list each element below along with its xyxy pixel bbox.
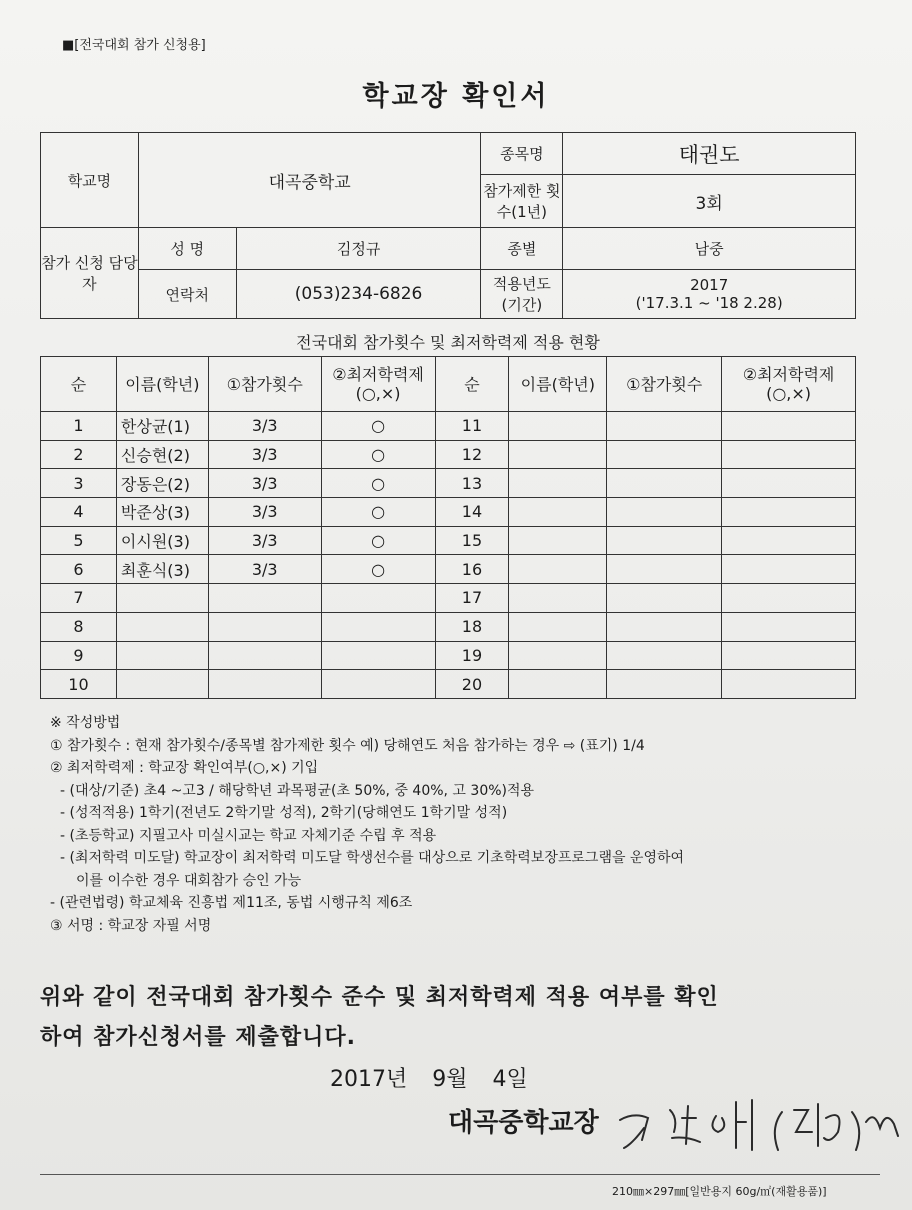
student-name-right xyxy=(509,498,607,527)
table-row xyxy=(41,440,856,469)
year-label: 적용년도 (기간) xyxy=(481,270,563,319)
row-number: 6 xyxy=(41,555,117,584)
min-academic-check-right xyxy=(722,526,856,555)
note-3: ③ 서명 : 학교장 자필 서명 xyxy=(50,917,212,934)
participation-count xyxy=(208,612,321,641)
period-value: ('17.3.1 ~ '18 2.28) xyxy=(635,294,783,312)
table-row xyxy=(41,469,856,498)
min-academic-check-right xyxy=(722,670,856,699)
row-number-right: 20 xyxy=(435,670,509,699)
signer-title: 대곡중학교장 xyxy=(448,1108,599,1138)
min-academic-check: ○ xyxy=(321,498,435,527)
table-row xyxy=(41,412,856,441)
row-number-right: 19 xyxy=(435,641,509,670)
table-row xyxy=(41,555,856,584)
row-number: 9 xyxy=(41,641,117,670)
year-cell xyxy=(563,270,856,319)
participation-count-right xyxy=(607,469,722,498)
table-row xyxy=(41,584,856,613)
min-academic-check: ○ xyxy=(321,412,435,441)
row-number-right: 15 xyxy=(435,526,509,555)
min-academic-check-right xyxy=(722,440,856,469)
phone-value: (053)234-6826 xyxy=(236,270,481,319)
row-number: 10 xyxy=(41,670,117,699)
student-name-right xyxy=(509,641,607,670)
participation-count: 3/3 xyxy=(208,498,321,527)
student-name-right xyxy=(509,555,607,584)
note-1: ① 참가횟수 : 현재 참가횟수/종목별 참가제한 횟수 예) 당해연도 처음 참가하는 경우 ⇨ (표기) 1/4 xyxy=(50,737,645,754)
participation-count: 3/3 xyxy=(208,440,321,469)
student-name-right xyxy=(509,412,607,441)
row-number-right: 16 xyxy=(435,555,509,584)
notes-heading: ※ 작성방법 xyxy=(50,715,121,731)
min-academic-check-right xyxy=(722,584,856,613)
event-label: 종목명 xyxy=(481,133,563,175)
row-number: 1 xyxy=(41,412,117,441)
col-header: ②최저학력제 (○,×) xyxy=(722,357,856,412)
student-name xyxy=(116,612,208,641)
school-name: 대곡중학교 xyxy=(138,133,481,228)
note-2d-cont: 이를 이수한 경우 대회참가 승인 가능 xyxy=(76,872,302,889)
row-number-right: 18 xyxy=(435,612,509,641)
student-name-right xyxy=(509,670,607,699)
limit-label: 참가제한 횟수(1년) xyxy=(481,175,563,228)
participation-count-right xyxy=(607,498,722,527)
note-2a: - (대상/기준) 초4 ~고3 / 해당학년 과목평균(초 50%, 중 40%, 고 30%)적용 xyxy=(60,782,535,799)
name-value: 김정규 xyxy=(236,228,481,270)
min-academic-check-right xyxy=(722,641,856,670)
table-row xyxy=(41,526,856,555)
min-academic-check xyxy=(321,641,435,670)
participation-count xyxy=(208,670,321,699)
min-academic-check-right xyxy=(722,612,856,641)
document-title: 학교장 확인서 xyxy=(362,81,550,112)
participation-count-right xyxy=(607,440,722,469)
table-row xyxy=(41,670,856,699)
phone-label: 연락처 xyxy=(138,270,236,319)
row-number: 5 xyxy=(41,526,117,555)
row-number: 4 xyxy=(41,498,117,527)
declaration-line-2: 하여 참가신청서를 제출합니다. xyxy=(40,1025,356,1050)
student-name-right xyxy=(509,584,607,613)
col-header: ①참가횟수 xyxy=(208,357,321,412)
name-label: 성 명 xyxy=(138,228,236,270)
participation-count-right xyxy=(607,670,722,699)
table-row xyxy=(41,612,856,641)
footer-divider xyxy=(40,1174,880,1175)
participation-count-right xyxy=(607,555,722,584)
participation-count: 3/3 xyxy=(208,555,321,584)
issue-date: 2017년 9월 4일 xyxy=(330,1067,528,1092)
student-name: 신승현(2) xyxy=(116,440,208,469)
participation-count-right xyxy=(607,612,722,641)
paper-spec: 210㎜×297㎜[일반용지 60g/㎡(재활용품)] xyxy=(612,1185,827,1198)
row-number: 7 xyxy=(41,584,117,613)
row-number: 2 xyxy=(41,440,117,469)
row-number-right: 12 xyxy=(435,440,509,469)
participation-count: 3/3 xyxy=(208,469,321,498)
student-name: 이시원(3) xyxy=(116,526,208,555)
note-2b: - (성적적용) 1학기(전년도 2학기말 성적), 2학기(당해연도 1학기말 성적) xyxy=(60,805,508,821)
min-academic-check-right xyxy=(722,412,856,441)
header-table xyxy=(40,132,856,319)
participation-count: 3/3 xyxy=(208,526,321,555)
min-academic-check: ○ xyxy=(321,555,435,584)
col-header: ②최저학력제 (○,×) xyxy=(321,357,435,412)
note-2d: - (최저학력 미도달) 학교장이 최저학력 미도달 학생선수를 대상으로 기초학력보장프로그램을 운영하여 xyxy=(60,850,685,866)
contact-label: 참가 신청 담당자 xyxy=(41,228,139,319)
limit-value: 3회 xyxy=(563,175,856,228)
student-name-right xyxy=(509,526,607,555)
min-academic-check: ○ xyxy=(321,526,435,555)
row-number: 8 xyxy=(41,612,117,641)
participation-count-right xyxy=(607,584,722,613)
student-name-right xyxy=(509,440,607,469)
row-number: 3 xyxy=(41,469,117,498)
row-number-right: 14 xyxy=(435,498,509,527)
col-header: ①참가횟수 xyxy=(607,357,722,412)
col-header: 순 xyxy=(41,357,117,412)
student-name xyxy=(116,641,208,670)
min-academic-check: ○ xyxy=(321,440,435,469)
handwritten-signature xyxy=(612,1088,912,1158)
student-name: 한상균(1) xyxy=(116,412,208,441)
student-name xyxy=(116,670,208,699)
min-academic-check xyxy=(321,670,435,699)
student-name-right xyxy=(509,612,607,641)
status-title: 전국대회 참가횟수 및 최저학력제 적용 현황 xyxy=(296,333,600,352)
min-academic-check xyxy=(321,584,435,613)
student-name-right xyxy=(509,469,607,498)
participation-count xyxy=(208,641,321,670)
min-academic-check-right xyxy=(722,555,856,584)
table-row xyxy=(41,641,856,670)
table-row xyxy=(41,498,856,527)
col-header: 순 xyxy=(435,357,509,412)
min-academic-check xyxy=(321,612,435,641)
table-header-row xyxy=(41,357,856,412)
participation-count-right xyxy=(607,641,722,670)
min-academic-check-right xyxy=(722,469,856,498)
min-academic-check: ○ xyxy=(321,469,435,498)
row-number-right: 11 xyxy=(435,412,509,441)
row-number-right: 17 xyxy=(435,584,509,613)
declaration xyxy=(40,978,880,1058)
col-header: 이름(학년) xyxy=(509,357,607,412)
col-header: 이름(학년) xyxy=(116,357,208,412)
declaration-line-1: 위와 같이 전국대회 참가횟수 준수 및 최저학력제 적용 여부를 확인 xyxy=(40,985,719,1010)
participation-count xyxy=(208,584,321,613)
participation-count-right xyxy=(607,526,722,555)
note-2e: - (관련법령) 학교체육 진흥법 제11조, 동법 시행규칙 제6조 xyxy=(50,895,413,911)
participation-count-right xyxy=(607,412,722,441)
row-number-right: 13 xyxy=(435,469,509,498)
school-label: 학교명 xyxy=(41,133,139,228)
event-value: 태권도 xyxy=(563,133,856,175)
note-2c: - (초등학교) 지필고사 미실시교는 학교 자체기준 수립 후 적용 xyxy=(60,827,437,844)
student-name xyxy=(116,584,208,613)
min-academic-check-right xyxy=(722,498,856,527)
category-label: 종별 xyxy=(481,228,563,270)
instructions xyxy=(50,712,870,937)
status-table xyxy=(40,356,856,699)
year-value: 2017 xyxy=(690,276,729,294)
participation-count: 3/3 xyxy=(208,412,321,441)
note-2: ② 최저학력제 : 학교장 확인여부(○,×) 기입 xyxy=(50,760,319,776)
form-tag: ■[전국대회 참가 신청용] xyxy=(62,38,206,53)
student-name: 최훈식(3) xyxy=(116,555,208,584)
category-value: 남중 xyxy=(563,228,856,270)
student-name: 장동은(2) xyxy=(116,469,208,498)
student-name: 박준상(3) xyxy=(116,498,208,527)
